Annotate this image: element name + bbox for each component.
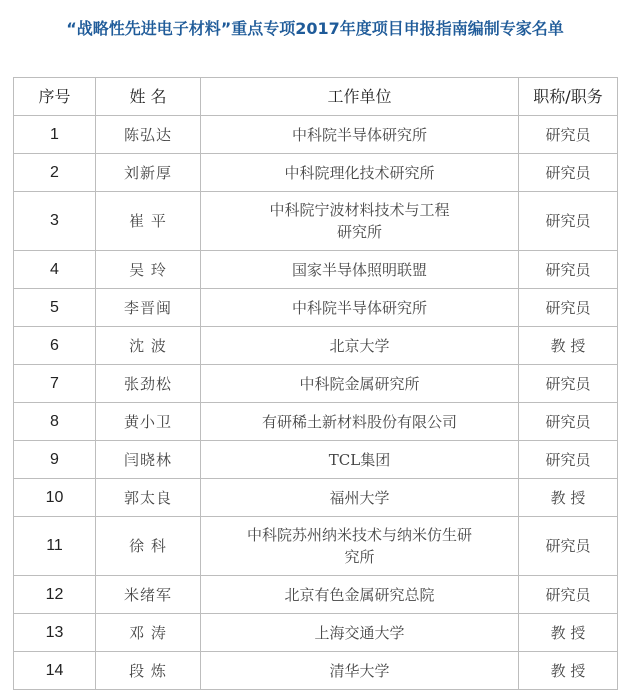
row-index: 9 — [14, 441, 96, 479]
row-name: 刘新厚 — [96, 154, 201, 192]
row-name: 米绪军 — [96, 576, 201, 614]
row-org — [201, 154, 519, 192]
row-index: 12 — [14, 576, 96, 614]
row-org — [201, 251, 519, 289]
row-position: 研究员 — [519, 289, 618, 327]
row-org-line: 中科院苏州纳米技术与纳米仿生研 — [246, 526, 472, 544]
row-org — [201, 289, 519, 327]
row-name: 吴 玲 — [96, 251, 201, 289]
row-position: 研究员 — [519, 517, 618, 576]
table-row — [14, 116, 618, 154]
header-index: 序号 — [14, 78, 96, 116]
row-org — [201, 576, 519, 614]
row-org-line: 中科院半导体研究所 — [291, 298, 427, 317]
row-org-line: 北京有色金属研究总院 — [284, 585, 435, 604]
row-index: 7 — [14, 365, 96, 403]
row-index: 1 — [14, 116, 96, 154]
row-org — [201, 116, 519, 154]
row-position: 研究员 — [519, 251, 618, 289]
row-index: 2 — [14, 154, 96, 192]
row-org-line: 中科院金属研究所 — [299, 374, 420, 393]
table-row — [14, 251, 618, 289]
row-index: 8 — [14, 403, 96, 441]
row-name: 李晋闽 — [96, 289, 201, 327]
row-position: 研究员 — [519, 154, 618, 192]
row-index: 13 — [14, 614, 96, 652]
row-position: 研究员 — [519, 365, 618, 403]
row-name: 黄小卫 — [96, 403, 201, 441]
row-name: 徐 科 — [96, 517, 201, 576]
row-position: 研究员 — [519, 403, 618, 441]
table-row — [14, 327, 618, 365]
row-name: 崔 平 — [96, 192, 201, 251]
row-name: 沈 波 — [96, 327, 201, 365]
row-index: 14 — [14, 652, 96, 690]
table-row — [14, 517, 618, 576]
row-name: 段 炼 — [96, 652, 201, 690]
table-row — [14, 614, 618, 652]
row-name: 闫晓林 — [96, 441, 201, 479]
row-name: 郭太良 — [96, 479, 201, 517]
row-position: 教 授 — [519, 327, 618, 365]
header-org: 工作单位 — [201, 78, 519, 116]
table-row — [14, 441, 618, 479]
row-org-line: 究所 — [344, 548, 375, 566]
row-index: 11 — [14, 517, 96, 576]
row-index: 4 — [14, 251, 96, 289]
row-name: 张劲松 — [96, 365, 201, 403]
table-row — [14, 365, 618, 403]
row-org-line: 研究所 — [336, 223, 382, 241]
header-name: 姓 名 — [96, 78, 201, 116]
table-body — [14, 116, 618, 690]
row-position: 教 授 — [519, 614, 618, 652]
row-org-line: 中科院半导体研究所 — [291, 125, 427, 144]
row-org-line: 中科院宁波材料技术与工程 — [269, 201, 450, 219]
row-index: 10 — [14, 479, 96, 517]
row-position: 研究员 — [519, 441, 618, 479]
table-row — [14, 192, 618, 251]
table-row — [14, 652, 618, 690]
row-index: 3 — [14, 192, 96, 251]
row-org-line: 国家半导体照明联盟 — [291, 260, 427, 279]
row-org — [201, 327, 519, 365]
row-org — [201, 441, 519, 479]
row-org-line: 有研稀土新材料股份有限公司 — [261, 412, 457, 431]
row-org-line: 上海交通大学 — [314, 623, 405, 642]
table-row — [14, 154, 618, 192]
row-name: 陈弘达 — [96, 116, 201, 154]
row-org — [201, 614, 519, 652]
row-org — [201, 652, 519, 690]
expert-table — [13, 77, 618, 690]
row-position: 教 授 — [519, 479, 618, 517]
row-org-line: 中科院理化技术研究所 — [284, 163, 435, 182]
table-header-row — [14, 78, 618, 116]
row-index: 6 — [14, 327, 96, 365]
row-org-line: 北京大学 — [329, 336, 390, 355]
row-org — [201, 479, 519, 517]
table-row — [14, 403, 618, 441]
row-org-line: 清华大学 — [329, 661, 390, 680]
header-position: 职称/职务 — [519, 78, 618, 116]
row-org — [201, 403, 519, 441]
table-row — [14, 289, 618, 327]
page-title: “战略性先进电子材料”重点专项2017年度项目申报指南编制专家名单 — [66, 19, 564, 38]
table-row — [14, 479, 618, 517]
row-position: 研究员 — [519, 116, 618, 154]
row-position: 教 授 — [519, 652, 618, 690]
row-name: 邓 涛 — [96, 614, 201, 652]
row-org — [201, 517, 519, 576]
row-org — [201, 365, 519, 403]
row-position: 研究员 — [519, 576, 618, 614]
row-org-line: 福州大学 — [329, 488, 390, 507]
row-position: 研究员 — [519, 192, 618, 251]
row-index: 5 — [14, 289, 96, 327]
row-org-line: TCL集团 — [328, 450, 391, 469]
row-org — [201, 192, 519, 251]
table-row — [14, 576, 618, 614]
